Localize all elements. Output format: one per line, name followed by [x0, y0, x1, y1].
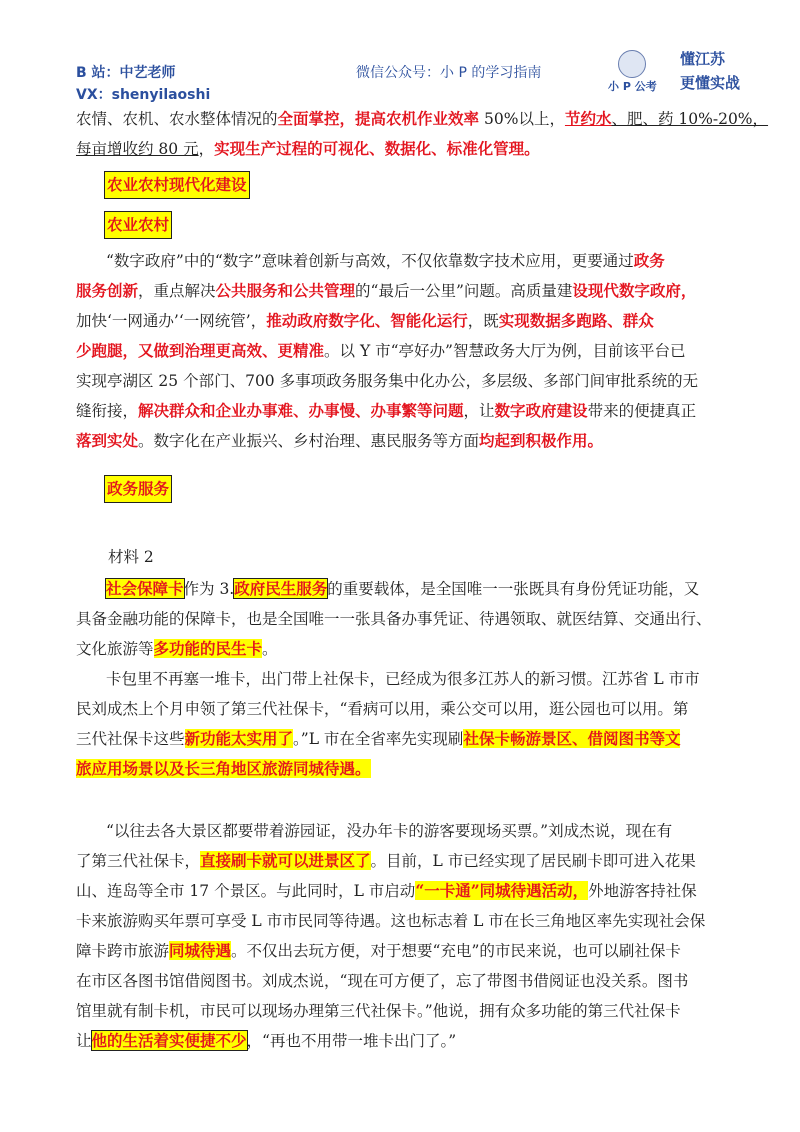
highlight: 直接刷卡就可以进景区了 [200, 851, 371, 870]
text: 馆里就有制卡机，市民可以现场办理第三代社保卡。”他说，拥有众多功能的第三代社保卡 [76, 1002, 681, 1020]
highlight: “一卡通”同城待遇活动， [415, 881, 589, 900]
logo-emblem-icon [618, 50, 646, 78]
text: “数字政府”中的“数字”意味着创新与高效，不仅依靠数字技术应用，更要通过 [106, 252, 634, 270]
highlight: 旅应用场景以及长三角地区旅游同城待遇。 [76, 759, 371, 778]
text: ， [339, 109, 356, 128]
text: 实现亭湖区 25 个部门、700 多事项政务服务集中化办公，多层级、多部门间审批系统的无 [76, 372, 699, 390]
text: 民刘成杰上个月申领了第三代社保卡，“看病可以用，乘公交可以用，逛公园也可以用。第 [76, 700, 689, 718]
paragraph-social-card [76, 574, 726, 664]
highlight: 多功能的民生卡 [153, 639, 263, 658]
logo [604, 42, 754, 100]
text: “以往去各大景区都要带着游园证，没办年卡的游客要现场买票。”刘成杰说，现在有 [106, 822, 673, 840]
text: 三代社保卡这些 [76, 730, 185, 748]
emphasis: 政务 [633, 251, 665, 270]
text: ，让 [463, 402, 495, 420]
logo-line1: 懂江苏 [680, 50, 726, 68]
text: 作为 3. [183, 580, 235, 598]
text: 。目前，L 市已经实现了居民刷卡即可进入花果 [370, 852, 696, 870]
emphasis: 均起到积极作用 [479, 431, 588, 450]
text: 带来的便捷真正 [587, 402, 697, 420]
text: 50%以上， [479, 110, 565, 128]
emphasis: 公共服务和公共管理 [215, 281, 356, 300]
paragraph-agri [76, 104, 769, 164]
text: ，重点解决 [138, 282, 216, 300]
logo-line2: 更懂实战 [680, 74, 741, 92]
text: 卡包里不再塞一堆卡，出门带上社保卡，已经成为很多江苏人的新习惯。江苏省 L 市市 [106, 670, 700, 688]
text: 、肥、药 10%-20%， [611, 110, 769, 128]
emphasis: 少跑腿，又做到治理更高效、更精准 [76, 341, 325, 360]
text: 。 [587, 431, 604, 450]
text: 文化旅游等 [76, 640, 154, 658]
emphasis: 推动政府数字化、智能化运行 [266, 311, 468, 330]
text: 让 [76, 1032, 92, 1050]
text: ，“再也不用带一堆卡出门了。” [246, 1032, 457, 1050]
emphasis: 实现生产过程的可视化、数据化、标准化管理 [214, 139, 525, 158]
emphasis: 全面掌控 [277, 109, 340, 128]
text: 。以 Y 市“亭好办”智慧政务大厅为例，目前该平台已 [324, 342, 686, 360]
tag-gov-service: 政务服务 [105, 476, 171, 502]
material-label: 材料 2 [108, 548, 154, 566]
text: ，既 [467, 312, 499, 330]
paragraph-scenic [76, 816, 726, 1056]
emphasis: 节约水 [564, 109, 612, 128]
highlight: 政府民生服务 [234, 579, 328, 598]
header-wechat-account: 微信公众号：小 P 的学习指南 [356, 65, 542, 81]
emphasis: 解决群众和企业办事难、办事慢、办事繁等问题 [138, 401, 464, 420]
text: 。”L 市在全省率先实现刷 [293, 730, 464, 748]
logo-small-text: 小 P 公考 [608, 80, 657, 93]
text: 外地游客持社保 [588, 882, 697, 900]
text: 每亩增收约 80 元 [76, 140, 199, 158]
tag-agri-rural: 农业农村 [105, 212, 171, 238]
emphasis: 服务创新 [76, 281, 139, 300]
text: 具备金融功能的保障卡，也是全国唯一一张具备办事凭证、待遇领取、就医结算、交通出行、 [76, 610, 712, 628]
text: 。不仅出去玩方便，对于想要“充电”的市民来说，也可以刷社保卡 [231, 942, 681, 960]
paragraph-digital-gov [76, 246, 726, 456]
highlight: 社会保障卡 [106, 579, 184, 598]
emphasis: 实现数据多跑路、群众 [498, 311, 654, 330]
highlight: 新功能太实用了 [184, 729, 294, 748]
text: 的“最后一公里”问题。高质量建 [355, 282, 573, 300]
text: 障卡跨市旅游 [76, 942, 170, 960]
text: 的重要载体，是全国唯一一张既具有身份凭证功能，又 [327, 580, 700, 598]
text: ， [198, 140, 215, 158]
emphasis: 落到实处 [76, 431, 139, 450]
text: 了第三代社保卡， [76, 852, 201, 870]
text: 在市区各图书馆借阅图书。刘成杰说，“现在可方便了，忘了带图书借阅证也没关系。图书 [76, 972, 689, 990]
header-bilibili: B 站：中艺老师 [76, 65, 176, 81]
text: 。 [524, 139, 540, 158]
header-wechat-id: VX：shenyilaoshi [76, 87, 211, 103]
text: 农情、农机、农水整体情况的 [76, 110, 278, 128]
text: 。 [262, 640, 278, 658]
text: 加快‘一网通办’‘一网统管’， [76, 312, 267, 330]
text: 。数字化在产业振兴、乡村治理、惠民服务等方面 [138, 432, 480, 450]
emphasis: 设现代数字政府， [572, 281, 697, 300]
text: 卡来旅游购买年票可享受 L 市市民同等待遇。这也标志着 L 市在长三角地区率先实现社会保 [76, 912, 706, 930]
tag-agri-modernization: 农业农村现代化建设 [105, 172, 249, 198]
highlight: 社保卡畅游景区、借阅图书等文 [463, 729, 681, 748]
emphasis: 数字政府建设 [494, 401, 588, 420]
emphasis: 提高农机作业效率 [355, 109, 480, 128]
text: 山、连岛等全市 17 个景区。与此同时，L 市启动 [76, 882, 416, 900]
highlight: 他的生活着实便捷不少 [91, 1031, 247, 1050]
highlight: 同城待遇 [169, 941, 232, 960]
text: 缝衔接， [76, 402, 139, 420]
paragraph-new-habit [76, 664, 726, 784]
